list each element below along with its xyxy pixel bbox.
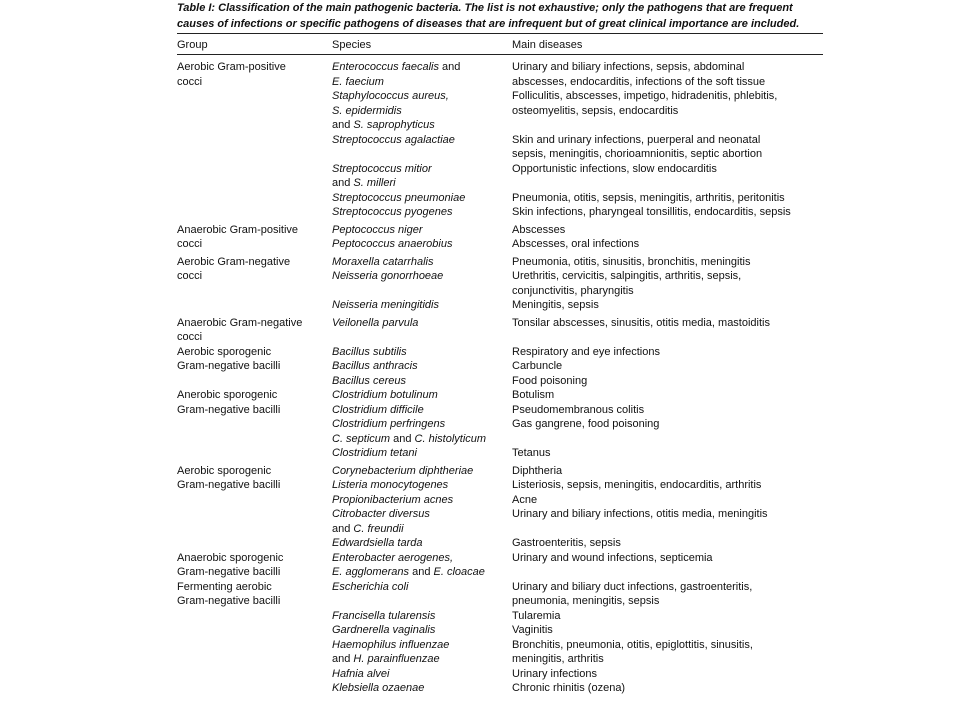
species-cell (332, 237, 512, 252)
disease-cell: osteomyelitis, sepsis, endocarditis (512, 104, 679, 117)
species-cell (332, 623, 512, 638)
group-cell (177, 536, 332, 551)
disease-cell: Bronchitis, pneumonia, otitis, epiglottitis, sinusitis, (512, 638, 753, 651)
table-row (177, 507, 823, 522)
species-name: S. epidermidis (332, 104, 402, 117)
species-name: Clostridium perfringens (332, 418, 446, 430)
disease-cell: Carbuncle (512, 360, 563, 372)
table-row (177, 147, 823, 162)
species-cell (332, 176, 512, 191)
species-cell (332, 507, 512, 522)
species-connector: and (332, 522, 354, 535)
group-cell (177, 89, 332, 104)
species-connector: and (439, 61, 461, 73)
table-row (177, 313, 823, 331)
species-name: Bacillus subtilis (332, 345, 407, 358)
disease-cell: Botulism (512, 389, 555, 401)
disease-cell: Gastroenteritis, sepsis (512, 537, 621, 549)
table-row (177, 638, 823, 653)
table-row (177, 667, 823, 682)
group-cell: Aerobic sporogenic (177, 464, 272, 477)
species-cell (332, 446, 512, 461)
group-cell: cocci (177, 75, 203, 88)
caption-line-2: causes of infections or specific pathogens of diseases that are infrequent but of great clinical importance are included. (177, 18, 800, 30)
table-row (177, 536, 823, 551)
table-row (177, 284, 823, 299)
table-row (177, 252, 823, 270)
species-name: E. cloacae (433, 566, 485, 578)
species-cell (332, 284, 512, 299)
disease-cell: Urinary and biliary duct infections, gastroenteritis, (512, 580, 753, 593)
group-cell: Aerobic Gram-negative (177, 255, 291, 268)
disease-cell: Food poisoning (512, 374, 588, 387)
table-row (177, 118, 823, 133)
bacteria-table (177, 60, 823, 696)
species-name: Neisseria meningitidis (332, 299, 439, 311)
disease-cell (512, 522, 823, 537)
species-name: Citrobacter diversus (332, 508, 430, 520)
species-connector: and (332, 119, 354, 131)
table-row (177, 446, 823, 461)
species-cell (332, 594, 512, 609)
species-connector: and (332, 653, 354, 665)
table-row (177, 388, 823, 403)
species-cell (332, 191, 512, 206)
disease-cell: meningitis, arthritis (512, 653, 604, 665)
species-name: Moraxella catarrhalis (332, 255, 434, 268)
table-row (177, 681, 823, 696)
species-cell (332, 374, 512, 389)
table-row (177, 432, 823, 447)
disease-cell (512, 330, 823, 345)
species-cell (332, 313, 512, 331)
species-name: Enterobacter aerogenes, (332, 551, 454, 564)
table-row (177, 205, 823, 220)
group-cell (177, 638, 332, 653)
species-cell (332, 205, 512, 220)
table-top-rule (177, 33, 823, 34)
species-cell (332, 681, 512, 696)
group-cell: cocci (177, 238, 203, 250)
disease-cell: Tularemia (512, 609, 561, 622)
group-cell: Anaerobic sporogenic (177, 551, 284, 564)
group-cell: Aerobic sporogenic (177, 345, 272, 358)
group-cell (177, 507, 332, 522)
species-cell (332, 551, 512, 566)
species-cell (332, 345, 512, 360)
group-cell: Aerobic Gram-positive (177, 61, 286, 73)
disease-cell: Folliculitis, abscesses, impetigo, hidradenitis, phlebitis, (512, 90, 778, 102)
table-row (177, 565, 823, 580)
species-cell (332, 330, 512, 345)
species-name: Clostridium difficile (332, 403, 424, 416)
species-name: Hafnia alvei (332, 667, 390, 680)
table-row (177, 269, 823, 284)
table-row (177, 176, 823, 191)
disease-cell: abscesses, endocarditis, infections of the soft tissue (512, 75, 766, 88)
table-row (177, 220, 823, 238)
species-name: Listeria monocytogenes (332, 479, 449, 491)
table-row (177, 162, 823, 177)
disease-cell: Diphtheria (512, 464, 563, 477)
group-cell (177, 298, 332, 313)
group-cell: Anerobic sporogenic (177, 389, 278, 401)
disease-cell: Abscesses, oral infections (512, 238, 640, 250)
group-cell: Gram-negative bacilli (177, 360, 281, 372)
table-caption (177, 0, 827, 32)
disease-cell: Gas gangrene, food poisoning (512, 418, 660, 430)
table-row (177, 133, 823, 148)
species-name: Staphylococcus aureus, (332, 90, 449, 102)
species-cell (332, 536, 512, 551)
species-cell (332, 478, 512, 493)
species-connector: and (332, 177, 354, 189)
disease-cell (512, 176, 823, 191)
group-cell: Anaerobic Gram-negative (177, 316, 303, 329)
species-cell (332, 388, 512, 403)
group-cell (177, 374, 332, 389)
group-cell (177, 104, 332, 119)
table-row (177, 374, 823, 389)
table-row (177, 580, 823, 595)
header-group: Group (177, 39, 208, 51)
disease-cell: Pseudomembranous colitis (512, 403, 645, 416)
disease-cell: Urinary and biliary infections, sepsis, abdominal (512, 61, 745, 73)
species-cell (332, 220, 512, 238)
species-name: Streptococcus pyogenes (332, 206, 453, 218)
species-cell (332, 162, 512, 177)
group-cell (177, 652, 332, 667)
disease-cell: Urethritis, cervicitis, salpingitis, arthritis, sepsis, (512, 270, 742, 282)
table-row (177, 60, 823, 75)
species-name: Clostridium tetani (332, 447, 417, 459)
species-name: Peptococcus niger (332, 223, 423, 236)
table-row (177, 345, 823, 360)
species-cell (332, 118, 512, 133)
disease-cell: pneumonia, meningitis, sepsis (512, 595, 660, 607)
table-body (177, 60, 823, 696)
species-cell (332, 522, 512, 537)
table-row (177, 89, 823, 104)
species-cell (332, 667, 512, 682)
disease-cell: conjunctivitis, pharyngitis (512, 284, 634, 297)
species-name: Streptococcus agalactiae (332, 133, 455, 146)
disease-cell (512, 565, 823, 580)
group-cell (177, 133, 332, 148)
species-cell (332, 147, 512, 162)
species-name: Edwardsiella tarda (332, 537, 423, 549)
species-connector: and (409, 566, 434, 578)
group-cell (177, 446, 332, 461)
disease-cell: Urinary and biliary infections, otitis media, meningitis (512, 508, 768, 520)
group-cell: cocci (177, 270, 203, 282)
disease-cell: Vaginitis (512, 624, 553, 636)
species-cell (332, 60, 512, 75)
group-cell (177, 417, 332, 432)
disease-cell (512, 118, 823, 133)
table-row (177, 493, 823, 508)
species-cell (332, 638, 512, 653)
species-cell (332, 461, 512, 479)
group-cell (177, 667, 332, 682)
species-cell (332, 609, 512, 624)
disease-cell: Listeriosis, sepsis, meningitis, endocarditis, arthritis (512, 479, 762, 491)
species-cell (332, 417, 512, 432)
species-name: Streptococcus mitior (332, 162, 432, 175)
species-name: H. parainfluenzae (353, 653, 440, 665)
table-row (177, 359, 823, 374)
species-name: Escherichia coli (332, 580, 409, 593)
table-row (177, 104, 823, 119)
table-row (177, 75, 823, 90)
table-row (177, 330, 823, 345)
disease-cell (512, 432, 823, 447)
species-cell (332, 133, 512, 148)
table-row (177, 417, 823, 432)
disease-cell: Pneumonia, otitis, sinusitis, bronchitis, meningitis (512, 255, 751, 268)
group-cell: Anaerobic Gram-positive (177, 223, 299, 236)
disease-cell: Pneumonia, otitis, sepsis, meningitis, arthritis, peritonitis (512, 191, 785, 204)
disease-cell: Skin infections, pharyngeal tonsillitis, endocarditis, sepsis (512, 206, 791, 218)
species-name: C. histolyticum (414, 432, 487, 445)
group-cell (177, 623, 332, 638)
table-row (177, 478, 823, 493)
species-cell (332, 580, 512, 595)
disease-cell: Tetanus (512, 447, 551, 459)
group-cell: Fermenting aerobic (177, 580, 272, 593)
group-cell (177, 176, 332, 191)
species-name: S. saprophyticus (353, 119, 435, 131)
disease-cell: Urinary infections (512, 667, 597, 680)
disease-cell: Respiratory and eye infections (512, 345, 660, 358)
species-cell (332, 493, 512, 508)
disease-cell: Skin and urinary infections, puerperal and neonatal (512, 133, 761, 146)
species-cell (332, 403, 512, 418)
species-name: Neisseria gonorrhoeae (332, 270, 444, 282)
table-row (177, 609, 823, 624)
group-cell: cocci (177, 331, 203, 343)
group-cell: Gram-negative bacilli (177, 566, 281, 578)
species-cell (332, 298, 512, 313)
table-header-rule (177, 54, 823, 55)
species-cell (332, 269, 512, 284)
species-name: Gardnerella vaginalis (332, 624, 436, 636)
header-diseases: Main diseases (512, 39, 583, 51)
species-name: E. agglomerans (332, 566, 410, 578)
caption-line-1: Table I: Classification of the main pathogenic bacteria. The list is not exhaustive; only the pathogens that are frequent (177, 2, 793, 14)
group-cell (177, 284, 332, 299)
disease-cell: sepsis, meningitis, chorioamnionitis, septic abortion (512, 148, 763, 160)
group-cell (177, 609, 332, 624)
disease-cell: Acne (512, 493, 538, 506)
species-name: Streptococcus pneumoniae (332, 191, 466, 204)
group-cell: Gram-negative bacilli (177, 403, 281, 416)
species-name: Enterococcus faecalis (332, 61, 439, 73)
table-row (177, 461, 823, 479)
group-cell (177, 147, 332, 162)
group-cell: Gram-negative bacilli (177, 479, 281, 491)
disease-cell: Urinary and wound infections, septicemia (512, 551, 713, 564)
table-row (177, 522, 823, 537)
species-name: Francisella tularensis (332, 609, 436, 622)
group-cell (177, 681, 332, 696)
species-name: C. freundii (353, 522, 404, 535)
species-name: Bacillus cereus (332, 374, 406, 387)
species-name: Haemophilus influenzae (332, 638, 450, 651)
disease-cell: Tonsilar abscesses, sinusitis, otitis media, mastoiditis (512, 316, 770, 329)
header-species: Species (332, 39, 372, 51)
species-cell (332, 104, 512, 119)
species-name: Peptococcus anaerobius (332, 238, 453, 250)
species-name: Clostridium botulinum (332, 389, 438, 401)
group-cell (177, 118, 332, 133)
species-cell (332, 432, 512, 447)
table-row (177, 403, 823, 418)
species-connector: and (390, 432, 415, 445)
species-name: Propionibacterium acnes (332, 493, 454, 506)
species-name: Veilonella parvula (332, 316, 419, 329)
table-row (177, 191, 823, 206)
group-cell: Gram-negative bacilli (177, 595, 281, 607)
group-cell (177, 493, 332, 508)
species-name: Corynebacterium diphtheriae (332, 464, 474, 477)
table-row (177, 237, 823, 252)
group-cell (177, 522, 332, 537)
table-row (177, 298, 823, 313)
species-cell (332, 565, 512, 580)
species-cell (332, 89, 512, 104)
table-row (177, 551, 823, 566)
species-name: E. faecium (332, 75, 384, 88)
species-name: Klebsiella ozaenae (332, 682, 425, 694)
group-cell (177, 432, 332, 447)
disease-cell: Opportunistic infections, slow endocarditis (512, 162, 717, 175)
species-name: C. septicum (332, 432, 391, 445)
species-name: S. milleri (353, 177, 396, 189)
table-row (177, 652, 823, 667)
species-cell (332, 359, 512, 374)
group-cell (177, 191, 332, 206)
group-cell (177, 162, 332, 177)
disease-cell: Chronic rhinitis (ozena) (512, 682, 626, 694)
disease-cell: Meningitis, sepsis (512, 299, 599, 311)
species-name: Bacillus anthracis (332, 360, 418, 372)
group-cell (177, 205, 332, 220)
table-row (177, 623, 823, 638)
species-cell (332, 75, 512, 90)
table-row (177, 594, 823, 609)
disease-cell: Abscesses (512, 223, 566, 236)
species-cell (332, 252, 512, 270)
species-cell (332, 652, 512, 667)
